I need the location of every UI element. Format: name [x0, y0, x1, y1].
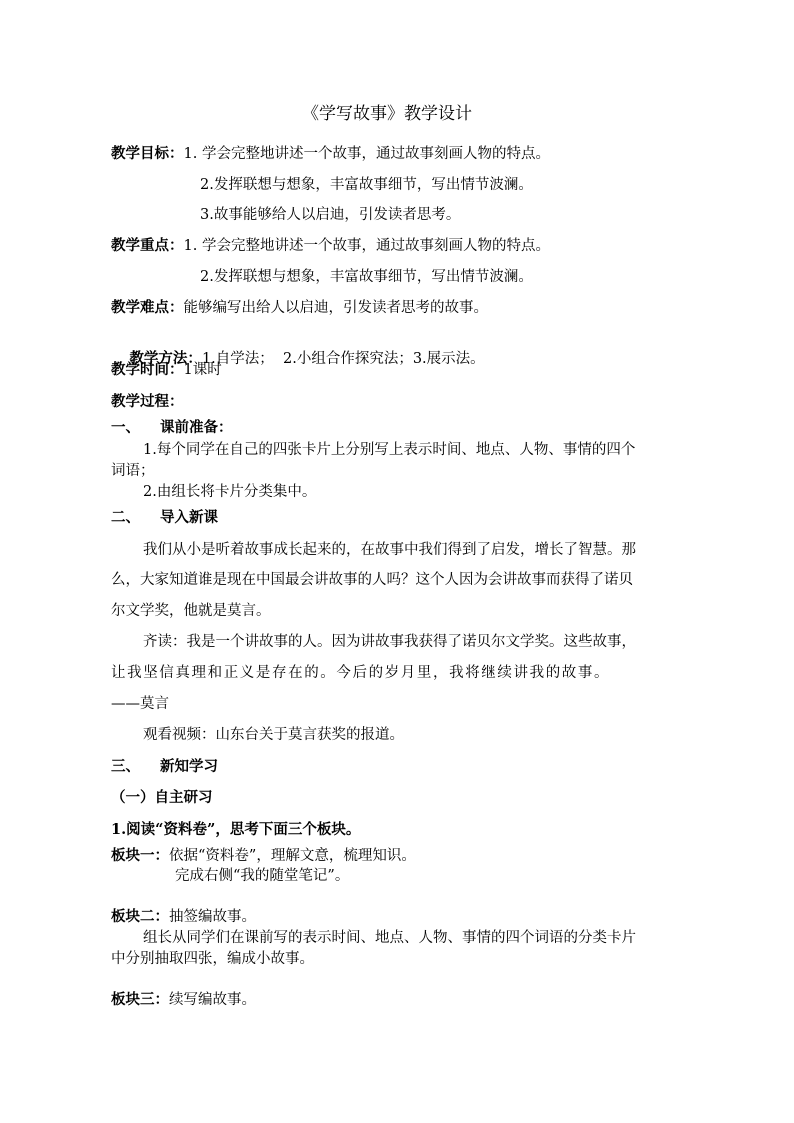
key-points-label: 教学重点：: [111, 237, 184, 254]
key-points-line-1: [111, 236, 550, 256]
objectives-line-1: [111, 144, 550, 164]
block1-text: 依据“资料卷”，理解文意，梳理知识。: [169, 848, 416, 864]
objectives-item-1: 1. 学会完整地讲述一个故事，通过故事刻画人物的特点。: [183, 146, 550, 162]
methods-text: 1.自学法； 2.小组合作探究法；3.展示法。: [201, 351, 485, 367]
section2-p1-line-3: 尔文学奖，他就是莫言。: [111, 603, 271, 619]
difficulty-label: 教学难点：: [111, 299, 184, 316]
section3-heading: 新知学习: [160, 758, 218, 775]
objectives-item-3: 3.故事能够给人以启迪，引发读者思考。: [200, 207, 461, 223]
time-line: [111, 360, 222, 380]
block1-text-2: 完成右侧“我的随堂笔记”。: [175, 868, 350, 884]
block3-label: 板块三：: [111, 991, 169, 1008]
section3-sub-heading: （一）自主研习: [111, 789, 213, 806]
section1-num: 一、: [111, 419, 140, 436]
objectives-item-2: 2.发挥联想与想象，丰富故事细节，写出情节波澜。: [200, 177, 533, 193]
section1-line-1a: 1.每个同学在自己的四张卡片上分别写上表示时间、地点、人物、事情的四个: [143, 442, 636, 458]
time-text: 1课时: [183, 362, 222, 378]
section2-p3: 观看视频：山东台关于莫言获奖的报道。: [143, 727, 404, 743]
section2-p1-line-1: 我们从小是听着故事成长起来的，在故事中我们得到了启发，增长了智慧。那: [143, 542, 636, 558]
block3-text: 续写编故事。: [169, 992, 256, 1008]
methods-label: 教学方法：: [129, 350, 202, 367]
objectives-label: 教学目标：: [111, 145, 184, 162]
section1-heading: 课前准备：: [160, 419, 233, 436]
block2-text: 抽签编故事。: [169, 909, 256, 925]
time-label: 教学时间：: [111, 361, 184, 378]
block1-label: 板块一：: [111, 847, 169, 864]
section2-p2-attribution: ——莫言: [111, 696, 169, 712]
section1-line-2: 2.由组长将卡片分类集中。: [143, 484, 317, 500]
block3-line: [111, 990, 256, 1010]
key-points-item-1: 1. 学会完整地讲述一个故事，通过故事刻画人物的特点。: [183, 238, 550, 254]
block2-line: [111, 907, 256, 927]
block2-label: 板块二：: [111, 908, 169, 925]
section2-p2-line-1: 齐读：我是一个讲故事的人。因为讲故事我获得了诺贝尔文学奖。这些故事，: [143, 634, 636, 650]
section3-read-instruction: 1.阅读“资料卷”，思考下面三个板块。: [111, 821, 361, 838]
difficulty-text: 能够编写出给人以启迪，引发读者思考的故事。: [183, 300, 488, 316]
difficulty-line: [111, 298, 488, 318]
section2-heading: 导入新课: [160, 509, 218, 526]
page-title: 《学写故事》教学设计: [302, 104, 472, 124]
process-label: 教学过程：: [111, 393, 184, 410]
section2-p2-line-2: 让我坚信真理和正义是存在的。今后的岁月里，我将继续讲我的故事。: [111, 665, 611, 681]
block1-line: [111, 846, 416, 866]
block2-desc-line-1: 组长从同学们在课前写的表示时间、地点、人物、事情的四个词语的分类卡片: [143, 930, 636, 946]
key-points-item-2: 2.发挥联想与想象，丰富故事细节，写出情节波澜。: [200, 269, 533, 285]
section2-p1-line-2: 么，大家知道谁是现在中国最会讲故事的人吗？这个人因为会讲故事而获得了诺贝: [111, 572, 633, 588]
block2-desc-line-2: 中分别抽取四张，编成小故事。: [111, 951, 314, 967]
section1-line-1b: 词语；: [111, 463, 155, 479]
methods-line: [111, 329, 485, 389]
section2-num: 二、: [111, 509, 140, 526]
section3-num: 三、: [111, 758, 140, 775]
